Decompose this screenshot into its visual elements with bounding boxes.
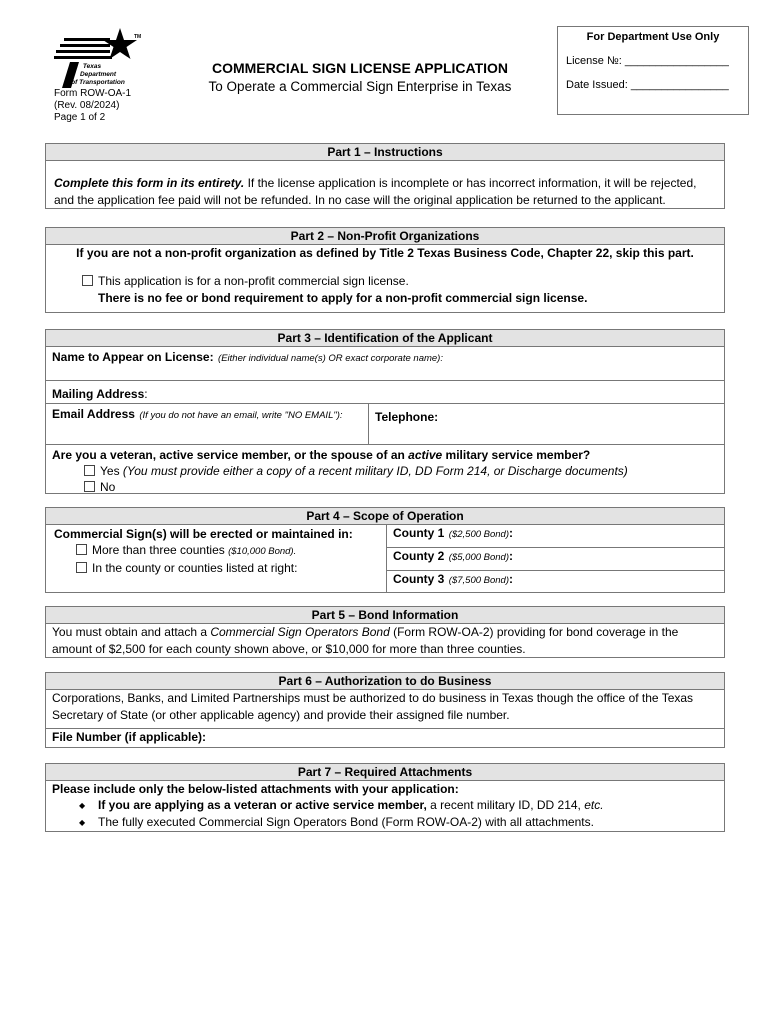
name-label: Name to Appear on License:	[52, 350, 214, 364]
mailing-address-label: Mailing Address	[52, 387, 145, 401]
attachment1-text: a recent military ID, DD 214,	[426, 798, 585, 812]
veteran-yes-checkbox[interactable]	[84, 465, 95, 476]
scope-option-listed-counties	[76, 560, 378, 576]
county2-colon: :	[509, 549, 514, 563]
scope-options	[46, 525, 386, 593]
mailing-address-field[interactable]	[46, 381, 724, 404]
part2-fee-note: There is no fee or bond requirement to apply for a non-profit commercial sign license.	[98, 291, 588, 305]
part6-header: Part 6 – Authorization to do Business	[46, 673, 724, 690]
veteran-no-checkbox[interactable]	[84, 481, 95, 492]
part5-bond-name: Commercial Sign Operators Bond	[210, 625, 390, 639]
svg-text:Texas: Texas	[82, 63, 102, 70]
part5-text	[46, 624, 724, 658]
title-sub: To Operate a Commercial Sign Enterprise in Texas	[208, 79, 512, 94]
part5-section	[45, 606, 725, 658]
department-use-box	[557, 26, 749, 115]
svg-text:TM: TM	[134, 34, 142, 40]
part6-section	[45, 672, 725, 748]
more-than-three-label: More than three counties	[92, 543, 225, 557]
page-number: Page 1 of 2	[54, 112, 106, 123]
part2-nonprofit-option	[82, 274, 724, 288]
part3-section	[45, 329, 725, 494]
file-number-label: File Number (if applicable):	[52, 730, 207, 744]
department-use-header: For Department Use Only	[586, 31, 720, 43]
county3-label: County 3	[393, 572, 445, 586]
part1-text: If the license application is incomplete or has incorrect information, it will be rejected, and the application fee paid will not be refunded. In no case will the original application be returned to the applicant.	[54, 176, 697, 207]
part1-instructions	[46, 161, 724, 209]
more-than-three-note: ($10,000 Bond).	[228, 546, 297, 557]
part4-section	[45, 507, 725, 593]
attachment-item-veteran	[98, 797, 724, 814]
scope-option-more-than-three	[76, 542, 378, 560]
county3-bond: ($7,500 Bond)	[448, 575, 510, 586]
email-field[interactable]	[46, 404, 369, 444]
telephone-field[interactable]	[369, 404, 724, 444]
part7-section	[45, 763, 725, 832]
title-main: COMMERCIAL SIGN LICENSE APPLICATION	[211, 60, 509, 76]
veteran-question-text	[52, 447, 718, 463]
county1-label: County 1	[393, 526, 445, 540]
form-meta	[54, 88, 131, 124]
scope-title: Commercial Sign(s) will be erected or maintained in:	[54, 527, 353, 541]
part2-notice: If you are not a non-profit organization as defined by Title 2 Texas Business Code, Chapter 22, skip this part.	[76, 246, 694, 260]
county-fields	[386, 525, 724, 593]
part2-header: Part 2 – Non-Profit Organizations	[46, 228, 724, 245]
license-number-field: License №: _________________	[566, 55, 729, 67]
county2-bond: ($5,000 Bond)	[448, 552, 510, 563]
part1-header: Part 1 – Instructions	[46, 144, 724, 161]
part5-text-a: You must obtain and attach a	[52, 625, 211, 639]
name-hint: (Either individual name(s) OR exact corporate name):	[218, 353, 443, 364]
name-field[interactable]	[46, 347, 724, 381]
county1-bond: ($2,500 Bond)	[448, 529, 510, 540]
more-than-three-checkbox[interactable]	[76, 544, 87, 555]
veteran-yes-label: Yes	[100, 464, 120, 478]
svg-text:of Transportation: of Transportation	[71, 79, 125, 86]
attachment1-em: etc.	[584, 798, 604, 812]
contact-row	[46, 404, 724, 445]
part6-text: Corporations, Banks, and Limited Partnerships must be authorized to do business in Texas though the office of the Texas Secretary of State (or other applicable agency) and provide their assigned file number.	[46, 690, 724, 729]
telephone-label: Telephone:	[375, 410, 439, 424]
part5-text-b: (Form ROW-OA-2) providing for bond coverage in the amount of $2,500 for each county shown above, or $10,000 for more than three counties.	[52, 625, 679, 656]
listed-counties-checkbox[interactable]	[76, 562, 87, 573]
county3-colon: :	[509, 572, 514, 586]
form-title	[150, 60, 570, 94]
county1-field[interactable]	[387, 525, 724, 548]
attachment1-bold: If you are applying as a veteran or active service member,	[98, 798, 427, 812]
veteran-question	[46, 445, 724, 496]
part5-header: Part 5 – Bond Information	[46, 607, 724, 624]
part7-header: Part 7 – Required Attachments	[46, 764, 724, 781]
nonprofit-checkbox[interactable]	[82, 275, 93, 286]
attachments-list	[46, 797, 724, 831]
email-label: Email Address	[52, 407, 135, 421]
txdot-logo	[50, 24, 145, 92]
veteran-question-b: military service member?	[442, 448, 591, 462]
part1-lead: Complete this form in its entirety.	[54, 176, 245, 190]
county1-colon: :	[509, 526, 514, 540]
mailing-colon: :	[144, 387, 148, 401]
veteran-no-label: No	[100, 480, 116, 494]
part4-header: Part 4 – Scope of Operation	[46, 508, 724, 525]
part1-section	[45, 143, 725, 209]
svg-text:Department: Department	[79, 71, 117, 78]
part3-header: Part 3 – Identification of the Applicant	[46, 330, 724, 347]
txdot-star-logo-icon	[50, 24, 145, 92]
date-issued-field: Date Issued: ________________	[566, 79, 729, 91]
part2-section	[45, 227, 725, 313]
scope-body	[46, 525, 724, 593]
county2-label: County 2	[393, 549, 445, 563]
form-revision: (Rev. 08/2024)	[54, 100, 120, 111]
form-number: Form ROW-OA-1	[54, 88, 132, 99]
part7-intro: Please include only the below-listed attachments with your application:	[52, 782, 459, 796]
veteran-question-em: active	[408, 448, 443, 462]
attachment-item-bond: ◆ The fully executed Commercial Sign Operators Bond (Form ROW-OA-2) with all attachments.	[98, 814, 724, 831]
listed-counties-label: In the county or counties listed at right:	[92, 561, 298, 575]
veteran-no-option	[84, 479, 718, 495]
email-hint: (If you do not have an email, write "NO EMAIL"):	[139, 410, 343, 421]
veteran-yes-note: (You must provide either a copy of a recent military ID, DD Form 214, or Discharge documents)	[122, 464, 628, 478]
county2-field[interactable]	[387, 548, 724, 571]
veteran-yes-option	[84, 463, 718, 479]
nonprofit-checkbox-label: This application is for a non-profit commercial sign license.	[98, 274, 409, 288]
county3-field[interactable]	[387, 571, 724, 593]
veteran-question-a: Are you a veteran, active service member, or the spouse of an	[52, 448, 409, 462]
file-number-field[interactable]	[46, 729, 724, 746]
